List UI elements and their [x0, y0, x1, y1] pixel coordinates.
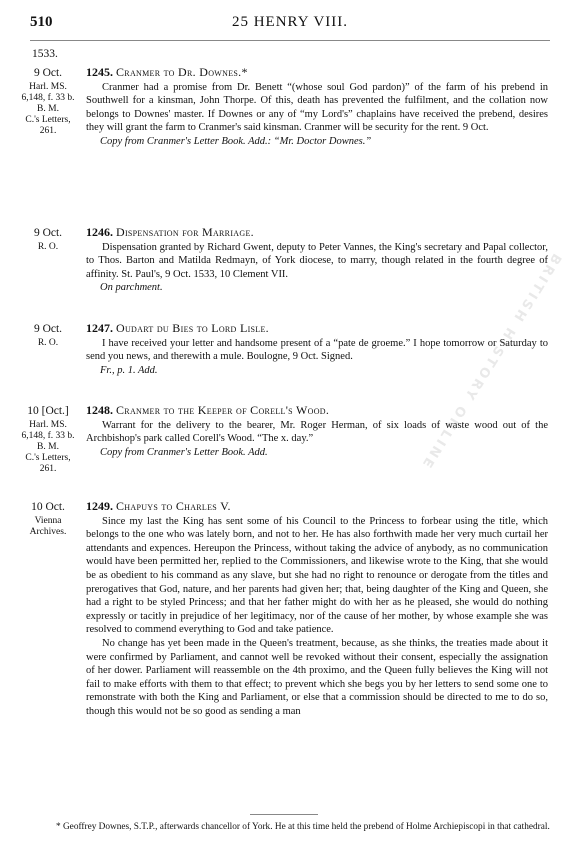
entry-paragraph: Cranmer had a promise from Dr. Benett “(whose soul God pardon)” of the farm of his prebend in Southwell for a kinsman, John Thorpe. Of this, death has prevented the fulfilment, and the collation now belongs to Downes' master. If Downes or any of “my Lord's” chaplains have received the prebend, desires they will grant the farm to Cranmer's said kinsman. Cranmer will be security for the rent. 9 Oct. [86, 81, 548, 134]
entry-date: 9 Oct. [33, 323, 63, 335]
entry-margin [18, 226, 78, 253]
entry-date: 10 [Oct.] [27, 405, 69, 417]
entry-paragraph: Since my last the King has sent some of his Council to the Princess to forbear using the title, which belongs to the one who was lately born, and not to her. He has also forthwith made her very much curtail her attendants and expences. Hereupon the Princess, without taking the advice of anybody, as no communication would have been permitted her, replied to the Commissioners, and likewise wrote to the King, that she would be as obedient to his command as any slave, but she had no right to renounce or derogate from the titles and prerogatives that God, nature, and her parents had given her; that, being daughter of the King and Queen, she had a right to be styled Princess; and that her father might do with her as he pleased, she would do nothing expressly or tacitly in prejudice of her legitimacy, nor of the cause of her mother, by whose example she was resolved to commend everything to God and take patience. [86, 515, 548, 636]
entry-source: Fr., p. 1. Add. [100, 364, 158, 376]
margin-ref: B. M. [37, 442, 59, 452]
margin-ref: Harl. MS. [29, 420, 67, 430]
entry-body [86, 66, 548, 149]
entry-margin [18, 66, 78, 137]
entry-margin [18, 322, 78, 349]
entry-heading [86, 226, 548, 240]
margin-ref: 261. [39, 126, 57, 136]
margin-ref: Archives. [29, 527, 67, 537]
entry-margin [18, 404, 78, 475]
page-header [30, 14, 550, 41]
entry-date: 10 Oct. [31, 501, 65, 513]
margin-ref: Vienna [34, 516, 62, 526]
entry-body [86, 226, 548, 295]
entry-title: Dispensation for Marriage. [116, 225, 254, 239]
entry-source: Copy from Cranmer's Letter Book. Add. [100, 446, 268, 458]
entry-heading [86, 322, 548, 336]
margin-ref: 6,148, f. 33 b. [21, 93, 75, 103]
entry-heading [86, 404, 548, 418]
entry-title: Oudart du Bies to Lord Lisle. [116, 321, 269, 335]
entry-body [86, 404, 548, 459]
footnote-rule [250, 814, 318, 815]
entry-source: On parchment. [100, 282, 163, 294]
entry-date: 9 Oct. [33, 67, 63, 79]
entry-title: Chapuys to Charles V. [116, 499, 231, 513]
margin-ref: 261. [39, 464, 57, 474]
footnote: * Geoffrey Downes, S.T.P., afterwards chancellor of York. He at this time held the prebend of Holme Archiepiscopi in that cathedral. [56, 822, 550, 832]
year-label: 1533. [32, 48, 58, 60]
entry-margin [18, 500, 78, 538]
watermark: BRITISH HISTORY ONLINE [417, 250, 564, 473]
entry-body [86, 500, 548, 719]
margin-ref: B. M. [37, 104, 59, 114]
entry-number: 1246. [86, 225, 113, 239]
margin-ref: C.'s Letters, [25, 453, 71, 463]
entry-paragraph: I have received your letter and handsome present of a “pate de groeme.” I hope tomorrow or Saturday to send you news, and therewith a mule. Boulogne, 9 Oct. Signed. [86, 337, 548, 363]
entry-paragraph: Dispensation granted by Richard Gwent, deputy to Peter Vannes, the King's secretary and Papal collector, to Thos. Barton and Matilda Redmayn, of York diocese, to marry, though related in the fourth degree of affinity. St. Paul's, 9 Oct. 1533, 10 Clement VII. [86, 241, 548, 280]
entry-source: Copy from Cranmer's Letter Book. Add.: “Mr. Doctor Downes.” [100, 135, 372, 147]
entry-heading [86, 500, 548, 514]
page-number: 510 [30, 14, 53, 30]
margin-ref: C.'s Letters, [25, 115, 71, 125]
margin-ref: R. O. [37, 242, 59, 252]
entry-heading [86, 66, 548, 80]
entry-paragraph: No change has yet been made in the Queen's treatment, because, as she thinks, the treaties made about it were confirmed by Parliament, and cannot well be revoked without their consent, especially the assignation of her dower. Parliament will reassemble on the 4th proximo, and the Queen fully believes the King will not fail to make efforts with them to that effect; to prevent which she begs you by her letters to send some one to remonstrate with both the King and Parliament, or else that a commission should be directed to me to do so, though this would not be so good as sending a man [86, 637, 548, 717]
margin-ref: 6,148, f. 33 b. [21, 431, 75, 441]
entry-number: 1249. [86, 499, 113, 513]
entry-date: 9 Oct. [33, 227, 63, 239]
entry-number: 1245. [86, 65, 113, 79]
running-head: 25 HENRY VIII. [231, 14, 349, 30]
entry-paragraph: Warrant for the delivery to the bearer, Mr. Roger Herman, of six loads of waste wood out of the Archbishop's park called Corell's Wood. “The x. day.” [86, 419, 548, 445]
entry-body [86, 322, 548, 377]
margin-ref: R. O. [37, 338, 59, 348]
entry-title: Cranmer to the Keeper of Corell's Wood. [116, 403, 330, 417]
entry-title: Cranmer to Dr. Downes.* [116, 65, 248, 79]
entry-number: 1247. [86, 321, 113, 335]
entry-number: 1248. [86, 403, 113, 417]
margin-ref: Harl. MS. [29, 82, 67, 92]
